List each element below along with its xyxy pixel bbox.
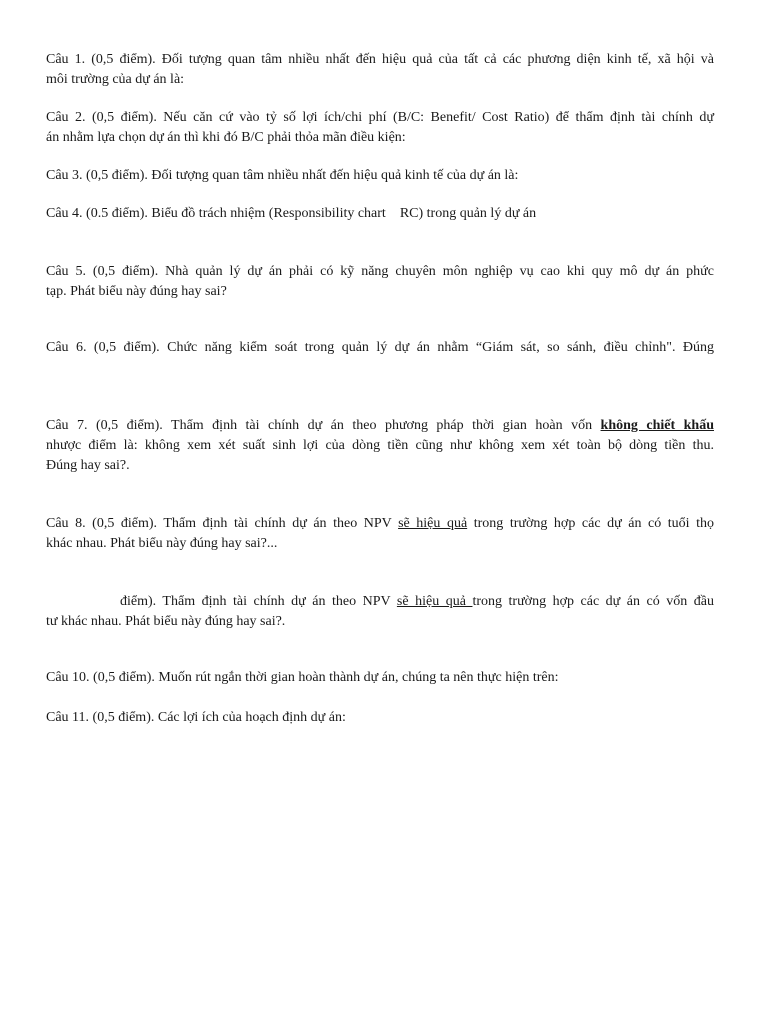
question-5	[46, 262, 714, 302]
question-8-emphasis: sẽ hiệu quả	[398, 516, 468, 531]
question-6-line-1: Câu 6. (0,5 điểm). Chức năng kiểm soát trong quản lý dự án nhằm “Giám sát, so sánh, điều chỉnh". Đúng	[46, 340, 714, 355]
question-8-line-1-pre: Câu 8. (0,5 điểm). Thẩm định tài chính dự án theo NPV	[46, 516, 399, 531]
question-7-line-1-text: Câu 7. (0,5 điểm). Thẩm định tài chính dự án theo phương pháp thời gian hoàn vốn	[46, 418, 601, 433]
question-7-line-3: Đúng hay sai?.	[46, 458, 130, 473]
question-8	[46, 514, 714, 554]
question-9	[46, 592, 714, 632]
question-7	[46, 416, 714, 476]
question-2-line-1: Câu 2. (0,5 điểm). Nếu căn cứ vào tỷ số lợi ích/chi phí (B/C: Benefit/ Cost Ratio) để thẩm định tài chính dự	[46, 110, 714, 125]
question-3-line-1: Câu 3. (0,5 điểm). Đối tượng quan tâm nhiều nhất đến hiệu quả kinh tế của dự án là:	[46, 168, 519, 183]
question-1-line-2: môi trường của dự án là:	[46, 72, 185, 87]
question-8-line-2: khác nhau. Phát biểu này đúng hay sai?...	[46, 536, 278, 551]
question-9-line-2: tư khác nhau. Phát biểu này đúng hay sai?.	[46, 614, 286, 629]
question-10	[46, 668, 714, 688]
question-4	[46, 204, 714, 224]
question-8-line-1-post: trong trường hợp các dự án có tuổi thọ	[467, 516, 714, 531]
question-5-line-2: tạp. Phát biểu này đúng hay sai?	[46, 284, 227, 299]
question-6	[46, 338, 714, 358]
question-11	[46, 708, 714, 728]
question-3	[46, 166, 714, 186]
question-11-line-1: Câu 11. (0,5 điểm). Các lợi ích của hoạch định dự án:	[46, 710, 346, 725]
question-7-line-1	[46, 416, 714, 436]
question-7-line-2: nhược điểm là: không xem xét suất sinh lợi của dòng tiền cũng như không xem xét toàn bộ dòng tiền thu.	[46, 438, 714, 453]
question-9-line-1-post: trong trường hợp các dự án có vốn đầu	[472, 594, 714, 609]
question-4-line-1: Câu 4. (0.5 điểm). Biểu đồ trách nhiệm (Responsibility chart RC) trong quản lý dự án	[46, 206, 537, 221]
question-2	[46, 108, 714, 148]
question-2-line-2: án nhằm lựa chọn dự án thì khi đó B/C phải thỏa mãn điều kiện:	[46, 130, 406, 145]
question-1	[46, 50, 714, 90]
question-8-line-1	[46, 514, 714, 534]
question-5-line-1: Câu 5. (0,5 điểm). Nhà quản lý dự án phải có kỹ năng chuyên môn nghiệp vụ cao khi quy mô dự án phức	[46, 264, 714, 279]
question-9-line-1	[46, 592, 714, 612]
question-10-line-1: Câu 10. (0,5 điểm). Muốn rút ngắn thời gian hoàn thành dự án, chúng ta nên thực hiện trên:	[46, 670, 559, 685]
question-9-emphasis: sẽ hiệu quả	[396, 594, 473, 609]
question-9-line-1-pre: điểm). Thẩm định tài chính dự án theo NPV	[120, 594, 397, 609]
question-1-line-1: Câu 1. (0,5 điểm). Đối tượng quan tâm nhiều nhất đến hiệu quả của tất cả các phương diện kinh tế, xã hội và	[46, 52, 714, 67]
question-7-emphasis: không chiết khấu	[600, 418, 714, 433]
